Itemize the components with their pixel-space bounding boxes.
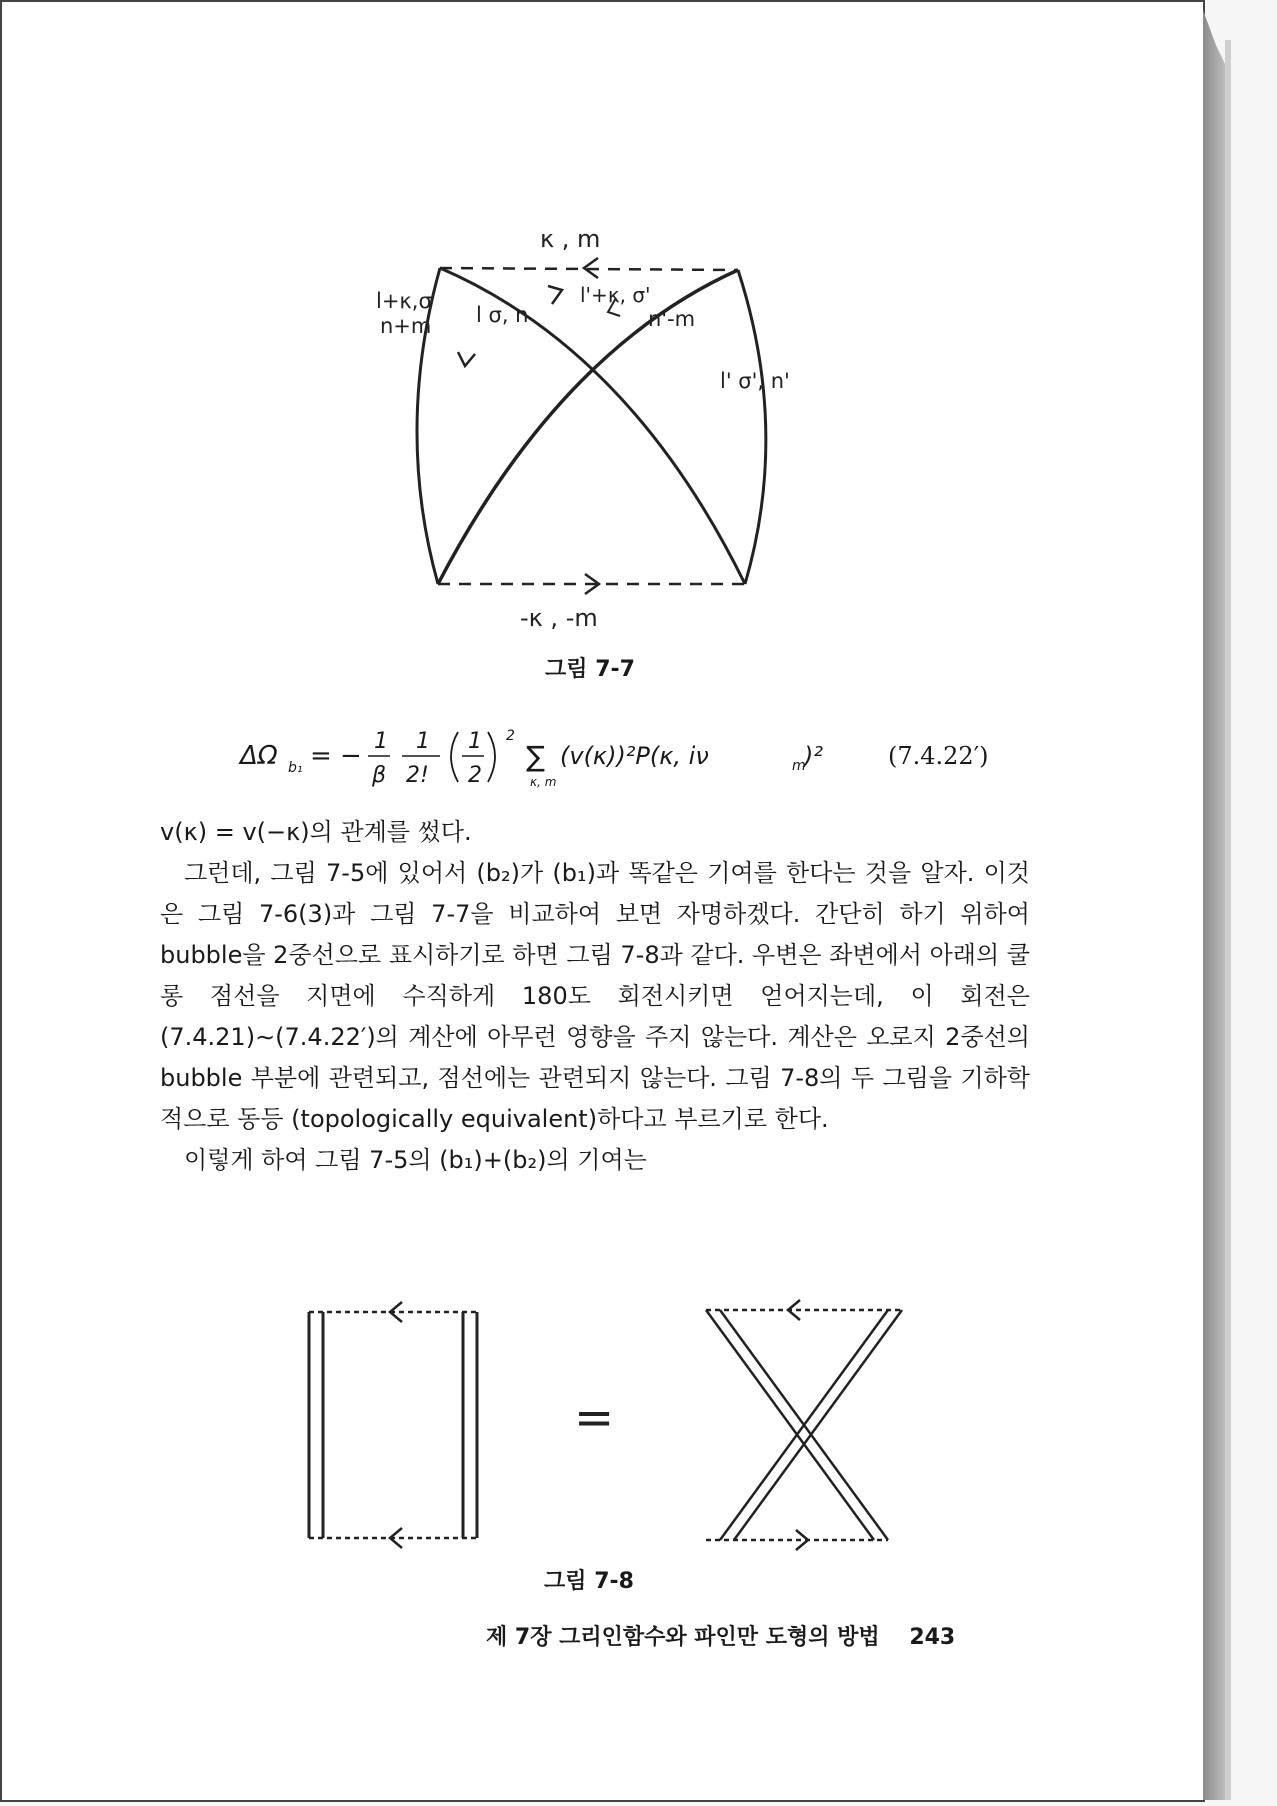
paragraph-1: v(κ) = v(−κ)의 관계를 썼다. [160, 818, 472, 846]
paren-right [488, 732, 495, 782]
eq-term-end: )² [804, 742, 823, 770]
frac2-den: 2! [406, 763, 429, 788]
label-left-outer: l+κ,σ [376, 289, 432, 313]
eq-lhs-sub: b₁ [288, 760, 303, 776]
left-diagram [309, 1302, 477, 1548]
right-inner-arc [738, 270, 766, 584]
paragraph-2: 그런데, 그림 7-5에 있어서 (b₂)가 (b₁)과 똑같은 기여를 한다는 것을 알자. 이것은 그림 7-6(3)과 그림 7-7을 비교하여 보면 자명하겠다. 간단히 하기 위하여 bubble을 2중선으로 표시하기로 하면 그림 7-8과 같다. 우변은 좌변에서 아래의 쿨롱 점선을 지면에 수직하게 180도 회전시키면 얻어지는데, 이 회전은 (7.4.21)∼(7.4.22′)의 계산에 아무런 영향을 주지 않는다. 계산은 오로지 2중선의 bubble 부분에 관련되고, 점선에는 관련되지 않는다. 그림 7-8의 두 그림을 기하학적으로 동등 (topologically equivalent)하다고 부르기로 한다. [160, 859, 1030, 1133]
label-top: κ , m [540, 225, 601, 253]
label-right-arc: l' σ', n' [720, 369, 790, 393]
right-diagram [706, 1300, 902, 1550]
page-edge-stack [1225, 40, 1231, 1800]
sum-sign: ∑ [526, 740, 545, 773]
label-left-outer-2: n+m [380, 314, 432, 338]
frac1-num: 1 [374, 729, 388, 754]
figure-7-8 [290, 1290, 930, 1560]
label-inner-right: n'-m [648, 307, 696, 331]
label-inner-right-top: l'+κ, σ' [580, 283, 651, 307]
chapter-title: 제 7장 그리인함수와 파인만 도형의 방법 [486, 1625, 880, 1650]
label-inner-left: l σ, n [476, 303, 529, 327]
left-arc-arrow-icon [458, 352, 475, 366]
sum-sub: κ, m [530, 775, 557, 789]
eq-lhs: ΔΩ [240, 741, 278, 771]
page-number: 243 [909, 1625, 956, 1650]
equation-number: (7.4.22′) [888, 742, 989, 770]
paren-left [451, 732, 458, 782]
figure-7-8-caption: 그림 7-8 [544, 1569, 634, 1594]
label-bottom: -κ , -m [520, 604, 598, 630]
eq-term-sub: m [792, 758, 806, 774]
figure-7-7-caption: 그림 7-7 [545, 657, 635, 682]
eq-term: (v(κ))²P(κ, iν [560, 742, 709, 770]
equals-sign: = [574, 1390, 615, 1446]
frac3-den: 2 [468, 763, 482, 788]
eq-equals: = − [310, 741, 362, 771]
frac1-den: β [372, 763, 387, 788]
power: 2 [506, 728, 515, 744]
body-text [160, 812, 1030, 1181]
figure-7-7 [360, 210, 820, 630]
frac2-num: 1 [416, 729, 430, 754]
frac3-num: 1 [468, 729, 482, 754]
page-edge-shadow [1203, 10, 1225, 1800]
running-footer [486, 1620, 955, 1651]
top-dashed-line [440, 268, 738, 270]
inner-arrow-icon [548, 286, 562, 304]
paragraph-3: 이렇게 하여 그림 7-5의 (b₁)+(b₂)의 기여는 [184, 1146, 647, 1174]
